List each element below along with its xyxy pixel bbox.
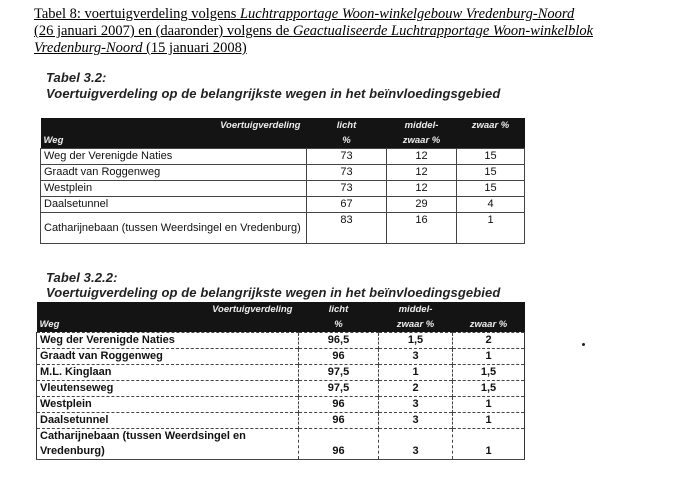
table1-header-middel: middel- [387,118,457,133]
middel-value: 12 [387,165,457,181]
table-row [37,381,525,397]
road-name: Catharijnebaan (tussen Weerdsingel en Vredenburg) [41,213,307,244]
document-caption [34,6,684,57]
zwaar-value: 15 [457,149,525,165]
middel-value: 1 [379,365,453,381]
caption-line-3: Vredenburg-Noord (15 januari 2008) [34,40,247,56]
licht-value: 96 [299,397,379,413]
table-row [37,333,525,349]
licht-value: 73 [307,181,387,197]
table-row [41,165,525,181]
licht-value: 97,5 [299,365,379,381]
zwaar-value: 1 [457,213,525,244]
table-row [37,429,525,460]
table2 [36,302,525,460]
road-name: Daalsetunnel [41,197,307,213]
road-name: Weg der Verenigde Naties [41,149,307,165]
table2-header-middel-unit: zwaar % [379,317,453,333]
table1-header-middel-unit: zwaar % [387,133,457,149]
middel-value: 3 [379,397,453,413]
table1-title: Voertuigverdeling op de belangrijkste wegen in het beïnvloedingsgebied [46,86,501,101]
table-row [37,397,525,413]
table2-header-licht-unit: % [299,317,379,333]
table1-header-weg: Weg [41,133,307,149]
middel-value: 3 [379,429,453,460]
middel-value: 12 [387,149,457,165]
table1-header-zwaar: zwaar % [457,118,525,133]
licht-value: 96 [299,429,379,460]
road-name: Vleutenseweg [37,381,299,397]
table2-label: Tabel 3.2.2: [46,270,118,285]
table2-header-row-2 [37,317,525,333]
licht-value: 83 [307,213,387,244]
table1 [40,118,525,244]
table2-header-empty [453,302,525,317]
road-name: Daalsetunnel [37,413,299,429]
table-row [37,365,525,381]
zwaar-value: 1 [453,397,525,413]
zwaar-value: 4 [457,197,525,213]
zwaar-value: 15 [457,165,525,181]
zwaar-value: 1 [453,429,525,460]
caption-line-1: Tabel 8: voertuigverdeling volgens Luchtrapportage Woon-winkelgebouw Vredenburg-Noord [34,6,575,22]
zwaar-value: 1 [453,349,525,365]
licht-value: 96,5 [299,333,379,349]
zwaar-value: 1,5 [453,365,525,381]
licht-value: 97,5 [299,381,379,397]
road-name: Westplein [41,181,307,197]
table1-header-licht-unit: % [307,133,387,149]
road-name: Catharijnebaan (tussen Weerdsingel en Vredenburg) [37,429,299,460]
zwaar-value: 15 [457,181,525,197]
table-row [37,413,525,429]
table2-header-zwaar: zwaar % [453,317,525,333]
licht-value: 73 [307,149,387,165]
licht-value: 73 [307,165,387,181]
table-row [41,213,525,244]
table2-header-middel: middel- [379,302,453,317]
middel-value: 3 [379,413,453,429]
table1-label: Tabel 3.2: [46,70,107,85]
road-name: Graadt van Roggenweg [41,165,307,181]
middel-value: 12 [387,181,457,197]
table2-header-row-1 [37,302,525,317]
table2-header-weg: Weg [37,317,299,333]
table2-title: Voertuigverdeling op de belangrijkste wegen in het beïnvloedingsgebied [46,285,501,300]
table1-header-vehicle: Voertuigverdeling [41,118,307,133]
table-row [41,149,525,165]
table2-header-licht: licht [299,302,379,317]
zwaar-value: 1,5 [453,381,525,397]
licht-value: 96 [299,413,379,429]
caption-line-2: (26 januari 2007) en (daaronder) volgens de Geactualiseerde Luchtrapportage Woon-winkelblok [34,23,594,39]
middel-value: 29 [387,197,457,213]
table-row [41,181,525,197]
table1-header-empty [457,133,525,149]
middel-value: 2 [379,381,453,397]
road-name: Graadt van Roggenweg [37,349,299,365]
middel-value: 1,5 [379,333,453,349]
table1-header-licht: licht [307,118,387,133]
road-name: M.L. Kinglaan [37,365,299,381]
licht-value: 96 [299,349,379,365]
table1-header-row-2 [41,133,525,149]
table-row [41,197,525,213]
road-name: Weg der Verenigde Naties [37,333,299,349]
licht-value: 67 [307,197,387,213]
middel-value: 3 [379,349,453,365]
middel-value: 16 [387,213,457,244]
zwaar-value: 2 [453,333,525,349]
zwaar-value: 1 [453,413,525,429]
table1-header-row-1 [41,118,525,133]
road-name: Westplein [37,397,299,413]
stray-dot [582,343,585,346]
table2-header-vehicle: Voertuigverdeling [37,302,299,317]
table-row [37,349,525,365]
